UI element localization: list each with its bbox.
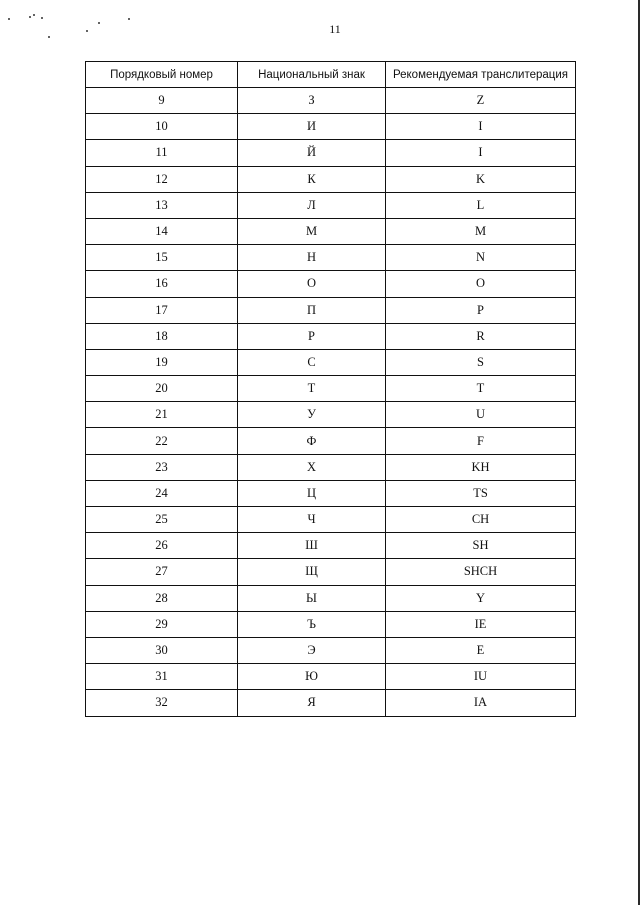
cell-transliteration: U: [386, 402, 576, 428]
cell-transliteration: O: [386, 271, 576, 297]
table-row: [86, 507, 576, 533]
cell-ordinal-number: 19: [86, 349, 238, 375]
table-row: [86, 218, 576, 244]
cell-national-character: О: [238, 271, 386, 297]
cell-transliteration: TS: [386, 480, 576, 506]
cell-transliteration: I: [386, 140, 576, 166]
cell-ordinal-number: 17: [86, 297, 238, 323]
table-row: [86, 88, 576, 114]
cell-ordinal-number: 22: [86, 428, 238, 454]
cell-national-character: М: [238, 218, 386, 244]
cell-ordinal-number: 27: [86, 559, 238, 585]
cell-national-character: Э: [238, 637, 386, 663]
cell-transliteration: IA: [386, 690, 576, 716]
cell-ordinal-number: 9: [86, 88, 238, 114]
cell-national-character: З: [238, 88, 386, 114]
cell-ordinal-number: 30: [86, 637, 238, 663]
cell-ordinal-number: 26: [86, 533, 238, 559]
table-row: [86, 533, 576, 559]
cell-transliteration: Z: [386, 88, 576, 114]
cell-ordinal-number: 14: [86, 218, 238, 244]
cell-transliteration: N: [386, 245, 576, 271]
table-row: [86, 114, 576, 140]
cell-transliteration: I: [386, 114, 576, 140]
table-row: [86, 323, 576, 349]
table-row: [86, 637, 576, 663]
table-body: [86, 88, 576, 717]
cell-national-character: Ы: [238, 585, 386, 611]
cell-transliteration: E: [386, 637, 576, 663]
table-header-row: [86, 62, 576, 88]
header-recommended-transliteration: Рекомендуемая транслитерация: [386, 62, 576, 88]
cell-transliteration: IU: [386, 664, 576, 690]
transliteration-table: [85, 61, 576, 717]
cell-national-character: Ч: [238, 507, 386, 533]
cell-national-character: Х: [238, 454, 386, 480]
cell-transliteration: L: [386, 192, 576, 218]
cell-transliteration: F: [386, 428, 576, 454]
cell-ordinal-number: 11: [86, 140, 238, 166]
table-row: [86, 428, 576, 454]
cell-national-character: Ъ: [238, 611, 386, 637]
header-national-character: Национальный знак: [238, 62, 386, 88]
cell-national-character: Р: [238, 323, 386, 349]
cell-national-character: Щ: [238, 559, 386, 585]
cell-ordinal-number: 15: [86, 245, 238, 271]
table-row: [86, 402, 576, 428]
cell-national-character: Н: [238, 245, 386, 271]
table-row: [86, 271, 576, 297]
table-row: [86, 297, 576, 323]
cell-ordinal-number: 24: [86, 480, 238, 506]
cell-transliteration: S: [386, 349, 576, 375]
cell-ordinal-number: 20: [86, 376, 238, 402]
cell-national-character: Ф: [238, 428, 386, 454]
cell-national-character: Й: [238, 140, 386, 166]
table-row: [86, 454, 576, 480]
cell-transliteration: SH: [386, 533, 576, 559]
cell-national-character: Ц: [238, 480, 386, 506]
cell-ordinal-number: 18: [86, 323, 238, 349]
cell-ordinal-number: 23: [86, 454, 238, 480]
header-ordinal-number: Порядковый номер: [86, 62, 238, 88]
transliteration-table-container: [85, 61, 576, 717]
table-row: [86, 585, 576, 611]
table-row: [86, 245, 576, 271]
cell-transliteration: P: [386, 297, 576, 323]
cell-ordinal-number: 32: [86, 690, 238, 716]
cell-ordinal-number: 16: [86, 271, 238, 297]
table-row: [86, 166, 576, 192]
cell-ordinal-number: 21: [86, 402, 238, 428]
table-row: [86, 690, 576, 716]
cell-national-character: С: [238, 349, 386, 375]
cell-national-character: Т: [238, 376, 386, 402]
cell-ordinal-number: 12: [86, 166, 238, 192]
cell-ordinal-number: 31: [86, 664, 238, 690]
table-row: [86, 611, 576, 637]
cell-ordinal-number: 25: [86, 507, 238, 533]
cell-ordinal-number: 29: [86, 611, 238, 637]
cell-transliteration: M: [386, 218, 576, 244]
cell-national-character: И: [238, 114, 386, 140]
cell-national-character: Ю: [238, 664, 386, 690]
table-row: [86, 559, 576, 585]
cell-transliteration: K: [386, 166, 576, 192]
cell-national-character: Я: [238, 690, 386, 716]
cell-transliteration: IE: [386, 611, 576, 637]
page-number: 11: [329, 22, 341, 36]
table-row: [86, 349, 576, 375]
table-row: [86, 192, 576, 218]
cell-transliteration: T: [386, 376, 576, 402]
cell-transliteration: SHCH: [386, 559, 576, 585]
cell-ordinal-number: 13: [86, 192, 238, 218]
table-row: [86, 480, 576, 506]
cell-transliteration: CH: [386, 507, 576, 533]
cell-national-character: Ш: [238, 533, 386, 559]
cell-transliteration: KH: [386, 454, 576, 480]
cell-ordinal-number: 10: [86, 114, 238, 140]
cell-ordinal-number: 28: [86, 585, 238, 611]
cell-national-character: К: [238, 166, 386, 192]
table-row: [86, 140, 576, 166]
cell-national-character: Л: [238, 192, 386, 218]
cell-national-character: П: [238, 297, 386, 323]
table-row: [86, 376, 576, 402]
table-row: [86, 664, 576, 690]
cell-national-character: У: [238, 402, 386, 428]
cell-transliteration: Y: [386, 585, 576, 611]
cell-transliteration: R: [386, 323, 576, 349]
